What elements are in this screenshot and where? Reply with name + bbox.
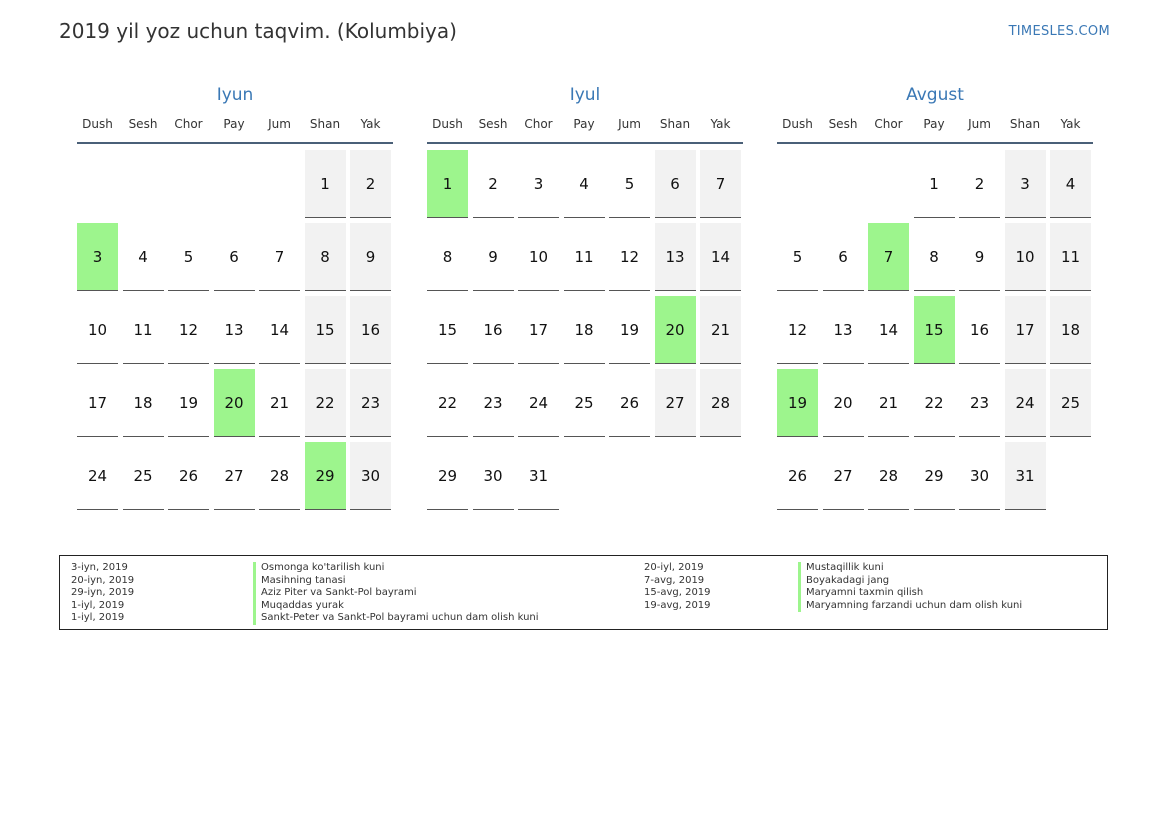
holiday-name: Maryamning farzandi uchun dam olish kuni xyxy=(798,600,1022,613)
day-cell: 8 xyxy=(914,223,955,291)
day-cell: 9 xyxy=(959,223,1000,291)
day-cell: 11 xyxy=(564,223,605,291)
day-cell: 1 xyxy=(914,150,955,218)
holiday-date: 1-iyl, 2019 xyxy=(71,599,125,611)
holiday-date: 20-iyl, 2019 xyxy=(644,562,704,573)
day-cell: 22 xyxy=(914,369,955,437)
weekday-label: Sesh xyxy=(128,117,158,131)
day-cell: 13 xyxy=(823,296,864,364)
holiday-name: Masihning tanasi xyxy=(253,575,539,588)
holiday-day-cell: 15 xyxy=(914,296,955,364)
weekday-label: Yak xyxy=(1060,117,1081,131)
holiday-date: 29-iyn, 2019 xyxy=(71,587,135,598)
holiday-name: Muqaddas yurak xyxy=(253,600,539,613)
day-cell: 11 xyxy=(123,296,164,364)
day-cell: 2 xyxy=(473,150,514,218)
month-calendar-august xyxy=(777,84,1093,512)
day-cell: 8 xyxy=(305,223,346,291)
site-brand-link[interactable]: TIMESLES.COM xyxy=(1008,24,1110,39)
day-cell: 19 xyxy=(168,369,209,437)
day-cell: 22 xyxy=(427,369,468,437)
day-cell: 12 xyxy=(609,223,650,291)
holiday-legend xyxy=(59,555,1108,630)
day-cell: 23 xyxy=(350,369,391,437)
day-cell: 21 xyxy=(868,369,909,437)
days-grid xyxy=(77,144,393,512)
day-cell: 5 xyxy=(609,150,650,218)
day-cell: 24 xyxy=(1005,369,1046,437)
day-cell: 25 xyxy=(123,442,164,510)
weekday-label: Chor xyxy=(874,117,903,131)
day-cell: 12 xyxy=(777,296,818,364)
holiday-day-cell: 20 xyxy=(655,296,696,364)
day-cell: 31 xyxy=(518,442,559,510)
day-cell: 2 xyxy=(350,150,391,218)
day-cell: 8 xyxy=(427,223,468,291)
day-cell: 28 xyxy=(259,442,300,510)
weekday-label: Dush xyxy=(782,117,813,131)
days-grid xyxy=(427,144,743,512)
day-cell: 14 xyxy=(259,296,300,364)
weekday-label: Yak xyxy=(360,117,381,131)
day-cell: 24 xyxy=(518,369,559,437)
weekday-label: Jum xyxy=(268,117,291,131)
weekday-label: Sesh xyxy=(828,117,858,131)
day-cell: 15 xyxy=(305,296,346,364)
month-name: Avgust xyxy=(906,85,964,105)
day-cell: 18 xyxy=(1050,296,1091,364)
day-cell: 25 xyxy=(564,369,605,437)
holiday-day-cell: 1 xyxy=(427,150,468,218)
day-cell: 12 xyxy=(168,296,209,364)
day-cell: 30 xyxy=(473,442,514,510)
month-name: Iyul xyxy=(569,85,601,105)
day-cell: 9 xyxy=(350,223,391,291)
day-cell: 27 xyxy=(823,442,864,510)
day-cell: 4 xyxy=(1050,150,1091,218)
day-cell: 29 xyxy=(427,442,468,510)
holiday-name: Boyakadagi jang xyxy=(798,575,1022,588)
holiday-date: 7-avg, 2019 xyxy=(644,574,705,586)
day-cell: 28 xyxy=(868,442,909,510)
day-cell: 6 xyxy=(655,150,696,218)
day-cell: 23 xyxy=(959,369,1000,437)
holiday-name: Maryamni taxmin qilish xyxy=(798,587,1022,600)
day-cell: 19 xyxy=(609,296,650,364)
weekday-header xyxy=(77,114,393,144)
day-cell: 17 xyxy=(1005,296,1046,364)
weekday-label: Dush xyxy=(82,117,113,131)
holiday-name: Osmonga ko'tarilish kuni xyxy=(253,562,539,575)
day-cell: 18 xyxy=(564,296,605,364)
weekday-label: Shan xyxy=(309,117,341,131)
holiday-name: Mustaqillik kuni xyxy=(798,562,1022,575)
weekday-label: Jum xyxy=(618,117,641,131)
weekday-label: Yak xyxy=(710,117,731,131)
holiday-date: 20-iyn, 2019 xyxy=(71,574,135,586)
holiday-name: Aziz Piter va Sankt-Pol bayrami xyxy=(253,587,539,600)
day-cell: 7 xyxy=(259,223,300,291)
holiday-dates-right xyxy=(644,562,711,612)
day-cell: 11 xyxy=(1050,223,1091,291)
day-cell: 30 xyxy=(959,442,1000,510)
day-cell: 6 xyxy=(214,223,255,291)
day-cell: 2 xyxy=(959,150,1000,218)
weekday-header xyxy=(777,114,1093,144)
holiday-day-cell: 3 xyxy=(77,223,118,291)
day-cell: 3 xyxy=(518,150,559,218)
day-cell: 21 xyxy=(700,296,741,364)
holiday-day-cell: 29 xyxy=(305,442,346,510)
holiday-day-cell: 19 xyxy=(777,369,818,437)
holiday-names-left xyxy=(253,562,539,625)
weekday-label: Dush xyxy=(432,117,463,131)
holiday-date: 15-avg, 2019 xyxy=(644,587,711,598)
day-cell: 30 xyxy=(350,442,391,510)
page-title: 2019 yil yoz uchun taqvim. (Kolumbiya) xyxy=(59,19,457,43)
holiday-day-cell: 20 xyxy=(214,369,255,437)
weekday-label: Jum xyxy=(968,117,991,131)
day-cell: 27 xyxy=(655,369,696,437)
weekday-label: Pay xyxy=(223,117,245,131)
day-cell: 14 xyxy=(868,296,909,364)
day-cell: 20 xyxy=(823,369,864,437)
day-cell: 15 xyxy=(427,296,468,364)
day-cell: 14 xyxy=(700,223,741,291)
day-cell: 10 xyxy=(77,296,118,364)
weekday-label: Chor xyxy=(174,117,203,131)
day-cell: 4 xyxy=(564,150,605,218)
day-cell: 3 xyxy=(1005,150,1046,218)
holiday-date: 3-iyn, 2019 xyxy=(71,562,128,573)
month-calendar-june xyxy=(77,84,393,512)
day-cell: 23 xyxy=(473,369,514,437)
day-cell: 1 xyxy=(305,150,346,218)
day-cell: 16 xyxy=(473,296,514,364)
day-cell: 10 xyxy=(518,223,559,291)
day-cell: 22 xyxy=(305,369,346,437)
month-calendar-july xyxy=(427,84,743,512)
holiday-date: 1-iyl, 2019 xyxy=(71,612,125,623)
days-grid xyxy=(777,144,1093,512)
day-cell: 31 xyxy=(1005,442,1046,510)
day-cell: 16 xyxy=(959,296,1000,364)
day-cell: 13 xyxy=(655,223,696,291)
day-cell: 25 xyxy=(1050,369,1091,437)
day-cell: 5 xyxy=(168,223,209,291)
day-cell: 26 xyxy=(168,442,209,510)
day-cell: 17 xyxy=(77,369,118,437)
holiday-dates-left xyxy=(71,562,134,625)
weekday-label: Pay xyxy=(573,117,595,131)
weekday-label: Pay xyxy=(923,117,945,131)
holiday-date: 19-avg, 2019 xyxy=(644,599,711,611)
month-name: Iyun xyxy=(216,85,254,105)
holiday-names-right xyxy=(798,562,1022,612)
day-cell: 13 xyxy=(214,296,255,364)
weekday-label: Shan xyxy=(659,117,691,131)
weekday-label: Chor xyxy=(524,117,553,131)
day-cell: 28 xyxy=(700,369,741,437)
day-cell: 27 xyxy=(214,442,255,510)
day-cell: 4 xyxy=(123,223,164,291)
day-cell: 6 xyxy=(823,223,864,291)
day-cell: 26 xyxy=(777,442,818,510)
day-cell: 29 xyxy=(914,442,955,510)
weekday-label: Shan xyxy=(1009,117,1041,131)
day-cell: 9 xyxy=(473,223,514,291)
day-cell: 10 xyxy=(1005,223,1046,291)
day-cell: 7 xyxy=(700,150,741,218)
day-cell: 17 xyxy=(518,296,559,364)
weekday-header xyxy=(427,114,743,144)
day-cell: 21 xyxy=(259,369,300,437)
day-cell: 5 xyxy=(777,223,818,291)
holiday-name: Sankt-Peter va Sankt-Pol bayrami uchun dam olish kuni xyxy=(253,612,539,625)
day-cell: 16 xyxy=(350,296,391,364)
weekday-label: Sesh xyxy=(478,117,508,131)
holiday-day-cell: 7 xyxy=(868,223,909,291)
day-cell: 26 xyxy=(609,369,650,437)
day-cell: 24 xyxy=(77,442,118,510)
day-cell: 18 xyxy=(123,369,164,437)
